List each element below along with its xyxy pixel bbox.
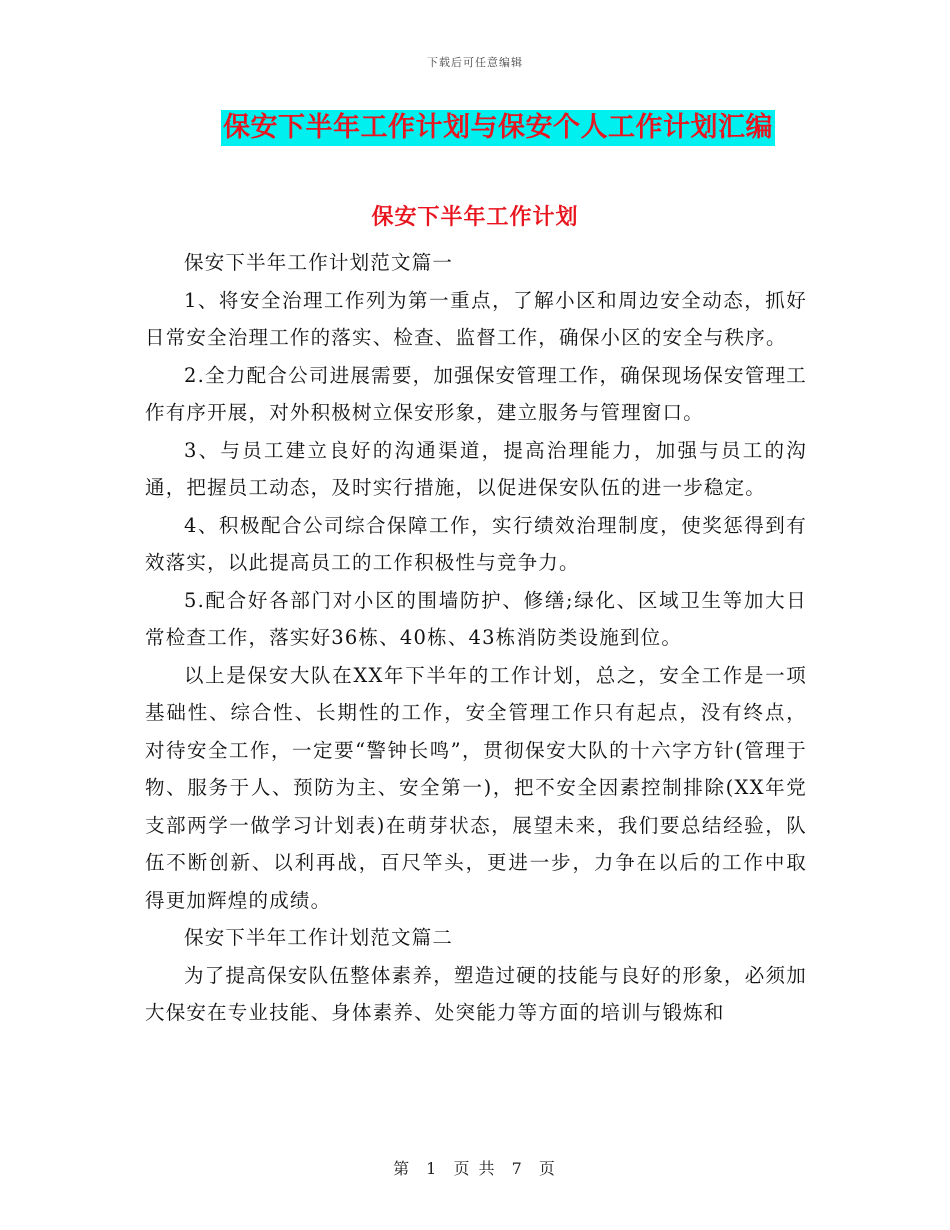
paragraph-summary: 以上是保安大队在XX年下半年的工作计划，总之，安全工作是一项基础性、综合性、长期性的工作，安全管理工作只有起点，没有终点，对待安全工作，一定要“警钟长鸣”，贯彻保安大队的十六字方针(管理于物、服务于人、预防为主、安全第一)，把不安全因素控制排除(XX年党支部两学一做学习计划表)在萌芽状态，展望未来，我们要总结经验，队伍不断创新、以利再战，百尺竿头，更进一步，力争在以后的工作中取得更加辉煌的成绩。 (145, 663, 807, 912)
section-title: 保安下半年工作计划 (371, 204, 579, 230)
document-body (145, 244, 807, 1032)
main-title: 保安下半年工作计划与保安个人工作计划汇编 (221, 110, 775, 146)
paragraph-heading-2: 保安下半年工作计划范文篇二 (184, 926, 454, 949)
paragraph-intro-2: 为了提高保安队伍整体素养，塑造过硬的技能与良好的形象，必须加大保安在专业技能、身体素养、处突能力等方面的培训与锻炼和 (145, 963, 807, 1024)
footer-prefix: 第 (393, 1159, 412, 1178)
paragraph-item-2: 2.全力配合公司进展需要，加强保安管理工作，确保现场保安管理工作有序开展，对外积极树立保安形象，建立服务与管理窗口。 (145, 363, 807, 424)
page-header-note: 下载后可任意编辑 (427, 56, 523, 69)
footer-suffix: 页 (538, 1159, 557, 1178)
paragraph-item-4: 4、积极配合公司综合保障工作，实行绩效治理制度，使奖惩得到有效落实，以此提高员工的工作积极性与竞争力。 (145, 513, 807, 574)
paragraph-item-5: 5.配合好各部门对小区的围墙防护、修缮;绿化、区域卫生等加大日常检查工作，落实好36栋、40栋、43栋消防类设施到位。 (145, 588, 807, 649)
page-footer (0, 1156, 950, 1179)
footer-page-number: 1 (426, 1159, 439, 1178)
paragraph-heading-1: 保安下半年工作计划范文篇一 (184, 251, 454, 274)
paragraph-item-1: 1、将安全治理工作列为第一重点，了解小区和周边安全动态，抓好日常安全治理工作的落实、检查、监督工作，确保小区的安全与秩序。 (145, 288, 807, 349)
main-title-container (0, 110, 950, 146)
footer-total-pages: 7 (511, 1159, 524, 1178)
footer-middle: 页 共 (453, 1159, 497, 1178)
paragraph-item-3: 3、与员工建立良好的沟通渠道，提高治理能力，加强与员工的沟通，把握员工动态，及时实行措施，以促进保安队伍的进一步稳定。 (145, 438, 807, 499)
